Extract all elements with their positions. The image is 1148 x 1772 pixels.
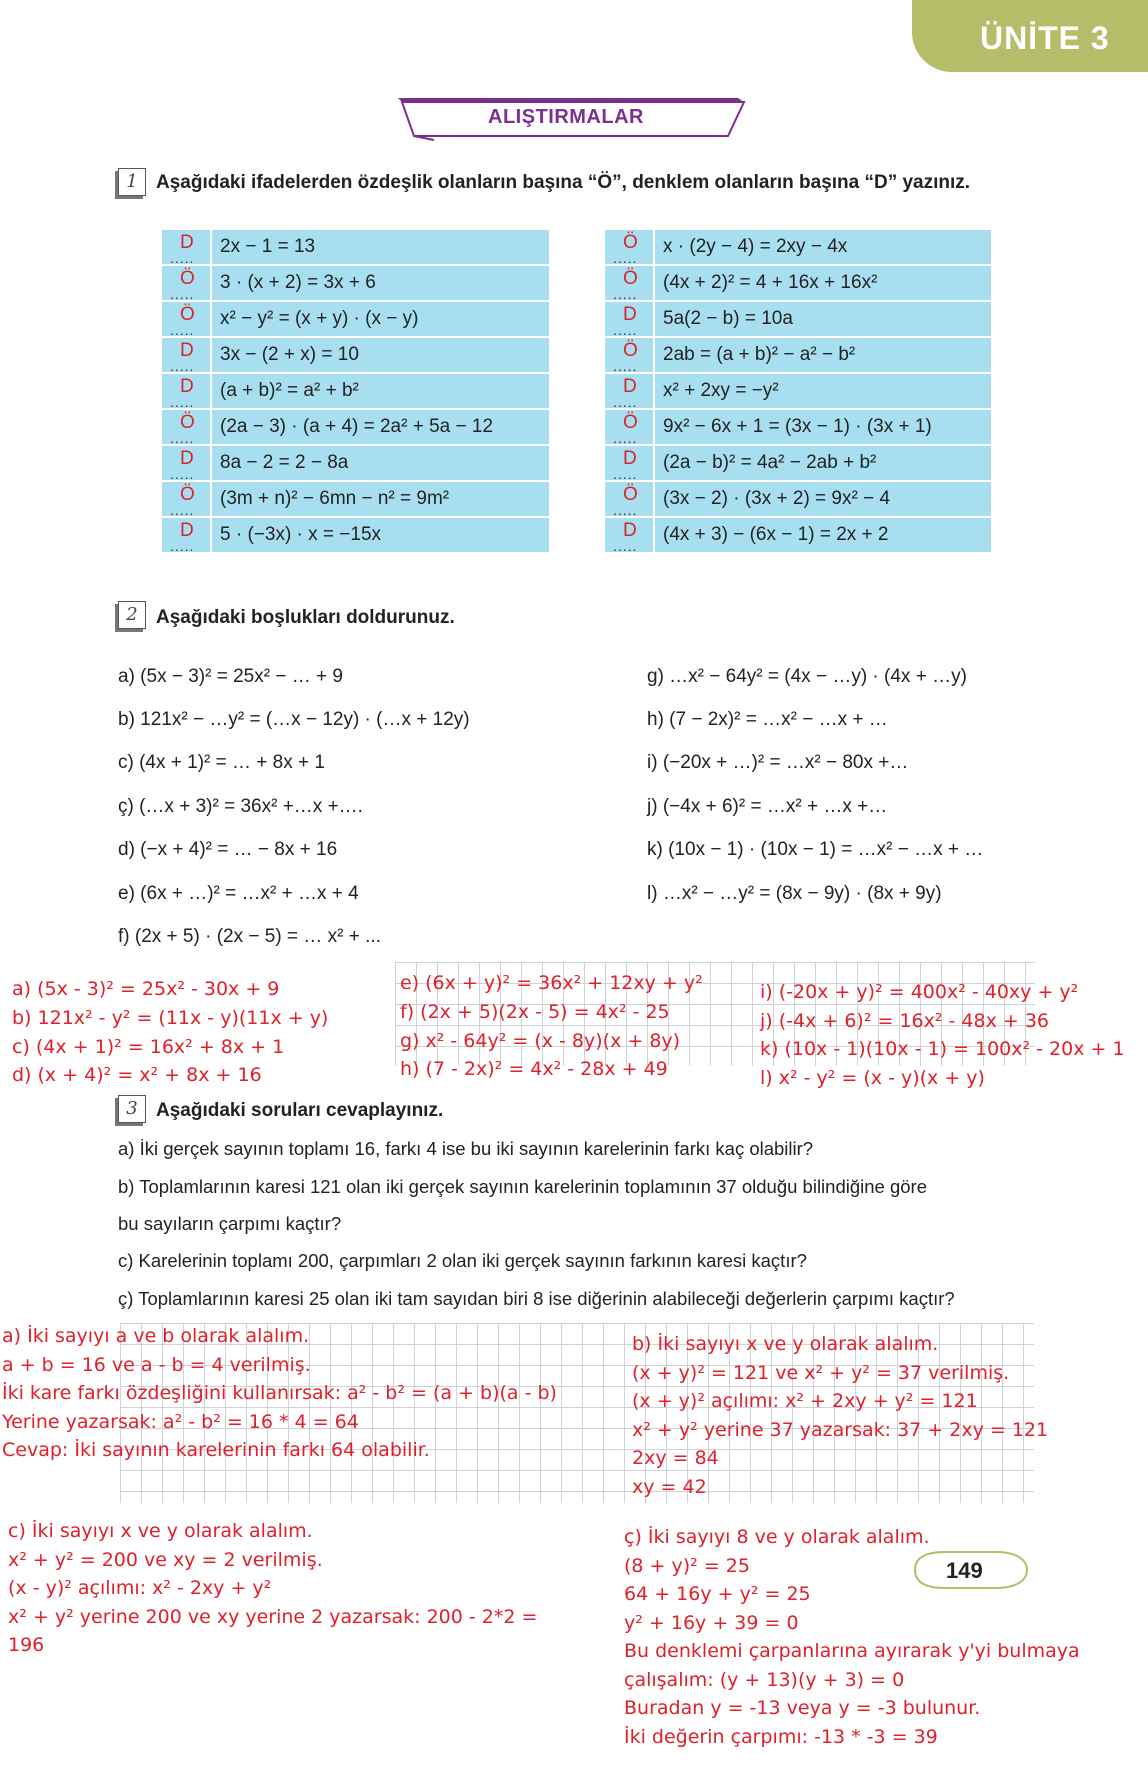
q3-answer-a-line: a + b = 16 ve a - b = 4 verilmiş. (2, 1353, 311, 1376)
q2-answer-l: l) x² - y² = (x - y)(x + y) (760, 1067, 985, 1089)
q1-row (161, 301, 550, 337)
answer-mark: Ö (180, 484, 195, 505)
q3-answer-cc-line: (8 + y)² = 25 (624, 1554, 750, 1577)
answer-cell[interactable] (604, 517, 654, 553)
answer-cell[interactable] (161, 481, 211, 517)
q1-row (161, 373, 550, 409)
q2-item-a: a) (5x − 3)² = 25x² − … + 9 (118, 666, 343, 687)
answer-mark: D (623, 376, 637, 397)
answer-dots: ..... (170, 538, 195, 554)
expression-cell: (a + b)² = a² + b² (211, 373, 550, 409)
answer-cell[interactable] (604, 481, 654, 517)
q1-row (604, 517, 992, 553)
answer-dots: ..... (170, 286, 195, 302)
answer-mark: D (180, 340, 194, 361)
q2-item-c: c) (4x + 1)² = … + 8x + 1 (118, 752, 325, 773)
q3-answer-cc-line: y² + 16y + 39 = 0 (624, 1611, 799, 1634)
answer-mark: Ö (623, 268, 638, 289)
q3-answer-cc-block (624, 1523, 1080, 1751)
answer-cell[interactable] (161, 445, 211, 481)
expression-cell: x · (2y − 4) = 2xy − 4x (654, 229, 992, 265)
answer-dots: ..... (170, 430, 195, 446)
q3-answer-a-line: Yerine yazarsak: a² - b² = 16 * 4 = 64 (2, 1410, 359, 1433)
q1-row (161, 409, 550, 445)
answer-cell[interactable] (161, 373, 211, 409)
q2-item-d: d) (−x + 4)² = … − 8x + 16 (118, 839, 338, 860)
q2-item-f: f) (2x + 5) · (2x − 5) = … x² + ... (118, 926, 381, 947)
answer-mark: Ö (623, 412, 638, 433)
q1-row (604, 481, 992, 517)
q3-answer-cc-line: İki değerin çarpımı: -13 * -3 = 39 (624, 1725, 938, 1748)
q1-row (161, 229, 550, 265)
q1-row (161, 517, 550, 553)
q3-question-b: b) Toplamlarının karesi 121 olan iki gerçek sayının karelerinin toplamının 37 olduğu bilindiğine göre (118, 1176, 927, 1197)
answer-cell[interactable] (604, 229, 654, 265)
q1-row (604, 409, 992, 445)
q1-row (604, 445, 992, 481)
q2-item-e: e) (6x + …)² = …x² + …x + 4 (118, 883, 359, 904)
q3-answer-c-line: c) İki sayıyı x ve y olarak alalım. (8, 1520, 313, 1542)
answer-dots: ..... (170, 466, 195, 482)
q2-answer-c: c) (4x + 1)² = 16x² + 8x + 1 (12, 1036, 285, 1058)
answer-dots: ..... (613, 430, 638, 446)
answer-mark: Ö (623, 484, 638, 505)
q3-answer-b-line: 2xy = 84 (632, 1447, 719, 1469)
q3-answer-cc-line: 64 + 16y + y² = 25 (624, 1583, 811, 1605)
answer-mark: Ö (180, 304, 195, 325)
question-number-3: 3 (118, 1095, 146, 1123)
answer-mark: D (180, 520, 194, 541)
expression-cell: (2a − b)² = 4a² − 2ab + b² (654, 445, 992, 481)
answer-dots: ..... (613, 322, 638, 338)
answer-dots: ..... (170, 358, 195, 374)
answer-dots: ..... (170, 394, 195, 410)
q1-row (161, 337, 550, 373)
expression-cell: (4x + 2)² = 4 + 16x + 16x² (654, 265, 992, 301)
answer-dots: ..... (613, 466, 638, 482)
page-number: 149 (946, 1558, 983, 1583)
answer-dots: ..... (170, 502, 195, 518)
q2-answer-f: f) (2x + 5)(2x - 5) = 4x² - 25 (400, 1001, 670, 1023)
q3-answer-cc-line: Buradan y = -13 veya y = -3 bulunur. (624, 1697, 981, 1719)
q2-item-b: b) 121x² − …y² = (…x − 12y) · (…x + 12y) (118, 709, 470, 730)
q3-answer-c-line: x² + y² = 200 ve xy = 2 verilmiş. (8, 1548, 323, 1571)
q3-answer-b-block (632, 1330, 1048, 1501)
answer-dots: ..... (613, 502, 638, 518)
q3-answer-cc-line: ç) İki sayıyı 8 ve y olarak alalım. (624, 1526, 930, 1548)
answer-dots: ..... (613, 538, 638, 554)
expression-cell: 2ab = (a + b)² − a² − b² (654, 337, 992, 373)
q1-instruction: Aşağıdaki ifadelerden özdeşlik olanların başına “Ö”, denklem olanların başına “D” yazınız. (156, 172, 971, 193)
q2-item-l: l) …x² − …y² = (8x − 9y) · (8x + 9y) (647, 883, 942, 904)
answer-dots: ..... (170, 250, 195, 266)
answer-dots: ..... (613, 358, 638, 374)
q3-instruction: Aşağıdaki soruları cevaplayınız. (156, 1100, 444, 1121)
q2-answer-e: e) (6x + y)² = 36x² + 12xy + y² (400, 972, 703, 994)
expression-cell: 3x − (2 + x) = 10 (211, 337, 550, 373)
answer-cell[interactable] (604, 337, 654, 373)
answer-mark: D (180, 448, 194, 469)
q3-answer-b-line: xy = 42 (632, 1475, 707, 1498)
q3-answer-b-line: b) İki sayıyı x ve y olarak alalım. (632, 1333, 939, 1355)
q2-item-j: j) (−4x + 6)² = …x² + …x +… (647, 796, 888, 817)
q2-item-i: i) (−20x + …)² = …x² − 80x +… (647, 752, 909, 773)
answer-cell[interactable] (161, 229, 211, 265)
banner-title: ALIŞTIRMALAR (488, 106, 644, 128)
answer-cell[interactable] (604, 445, 654, 481)
answer-dots: ..... (170, 322, 195, 338)
answer-mark: D (180, 232, 194, 253)
answer-cell[interactable] (604, 265, 654, 301)
answer-cell[interactable] (604, 373, 654, 409)
q1-row (161, 445, 550, 481)
q2-answer-j: j) (-4x + 6)² = 16x² - 48x + 36 (760, 1010, 1050, 1032)
answer-mark: D (623, 448, 637, 469)
q1-row (604, 337, 992, 373)
expression-cell: x² + 2xy = −y² (654, 373, 992, 409)
expression-cell: 2x − 1 = 13 (211, 229, 550, 265)
q2-answer-k: k) (10x - 1)(10x - 1) = 100x² - 20x + 1 (760, 1038, 1125, 1060)
expression-cell: (4x + 3) − (6x − 1) = 2x + 2 (654, 517, 992, 553)
q3-question-b-cont: bu sayıların çarpımı kaçtır? (118, 1213, 342, 1234)
q3-question-c: c) Karelerinin toplamı 200, çarpımları 2 olan iki gerçek sayının farkının karesi kaçtır? (118, 1250, 807, 1271)
answer-mark: D (623, 520, 637, 541)
q1-left-table (160, 228, 551, 554)
answer-cell[interactable] (604, 409, 654, 445)
answer-cell[interactable] (161, 337, 211, 373)
answer-mark: D (623, 304, 637, 325)
answer-cell[interactable] (161, 265, 211, 301)
answer-mark: Ö (623, 340, 638, 361)
q1-row (604, 265, 992, 301)
q2-answer-h: h) (7 - 2x)² = 4x² - 28x + 49 (400, 1058, 668, 1080)
question-number-2: 2 (118, 601, 146, 629)
q2-item-g: g) …x² − 64y² = (4x − …y) · (4x + …y) (647, 666, 967, 687)
q1-row (161, 265, 550, 301)
q2-answer-b: b) 121x² - y² = (11x - y)(11x + y) (12, 1007, 329, 1029)
answer-mark: Ö (180, 268, 195, 289)
answer-cell[interactable] (161, 301, 211, 337)
answer-dots: ..... (613, 394, 638, 410)
answer-dots: ..... (613, 250, 638, 266)
q1-right-table (603, 228, 993, 554)
q2-instruction: Aşağıdaki boşlukları doldurunuz. (156, 607, 455, 628)
expression-cell: 9x² − 6x + 1 = (3x − 1) · (3x + 1) (654, 409, 992, 445)
q2-item-k: k) (10x − 1) · (10x − 1) = …x² − …x + … (647, 839, 984, 860)
answer-cell[interactable] (161, 517, 211, 553)
q3-question-cc: ç) Toplamlarının karesi 25 olan iki tam sayıdan biri 8 ise diğerinin alabileceği değerlerin çarpımı kaçtır? (118, 1288, 955, 1309)
q3-answer-cc-line: Bu denklemi çarpanlarına ayırarak y'yi bulmaya (624, 1640, 1080, 1662)
q3-answer-c-block (8, 1517, 537, 1660)
q3-answer-a-line: Cevap: İki sayının karelerinin farkı 64 olabilir. (2, 1439, 430, 1461)
unit-title: ÜNİTE 3 (980, 20, 1110, 56)
q2-answer-a: a) (5x - 3)² = 25x² - 30x + 9 (12, 978, 280, 1000)
q1-row (604, 301, 992, 337)
q1-row (604, 373, 992, 409)
q2-answer-d: d) (x + 4)² = x² + 8x + 16 (12, 1064, 262, 1086)
q3-answer-a-block (2, 1322, 557, 1465)
expression-cell: 5a(2 − b) = 10a (654, 301, 992, 337)
answer-mark: Ö (180, 412, 195, 433)
q3-answer-b-line: (x + y)² açılımı: x² + 2xy + y² = 121 (632, 1390, 978, 1412)
answer-mark: Ö (623, 232, 638, 253)
q2-answer-i: i) (-20x + y)² = 400x² - 40xy + y² (760, 981, 1079, 1003)
q3-answer-c-line: (x - y)² açılımı: x² - 2xy + y² (8, 1577, 272, 1599)
q3-question-a: a) İki gerçek sayının toplamı 16, farkı 4 ise bu iki sayının karelerinin farkı kaç olabilir? (118, 1138, 814, 1159)
expression-cell: (3x − 2) · (3x + 2) = 9x² − 4 (654, 481, 992, 517)
expression-cell: 3 · (x + 2) = 3x + 6 (211, 265, 550, 301)
q2-answer-g: g) x² - 64y² = (x - 8y)(x + 8y) (400, 1030, 681, 1052)
q3-answer-cc-line: çalışalım: (y + 13)(y + 3) = 0 (624, 1668, 905, 1691)
answer-cell[interactable] (604, 301, 654, 337)
expression-cell: 5 · (−3x) · x = −15x (211, 517, 550, 553)
answer-mark: D (180, 376, 194, 397)
answer-dots: ..... (613, 286, 638, 302)
q3-answer-b-line: (x + y)² = 121 ve x² + y² = 37 verilmiş. (632, 1361, 1010, 1384)
question-number-1: 1 (118, 168, 146, 196)
q1-row (161, 481, 550, 517)
q2-item-cc: ç) (…x + 3)² = 36x² +…x +…. (118, 796, 363, 817)
expression-cell: (3m + n)² − 6mn − n² = 9m² (211, 481, 550, 517)
q1-row (604, 229, 992, 265)
q2-item-h: h) (7 − 2x)² = …x² − …x + … (647, 709, 888, 730)
q3-answer-c-line: x² + y² yerine 200 ve xy yerine 2 yazarsak: 200 - 2*2 = (8, 1605, 538, 1628)
q3-answer-a-line: a) İki sayıyı a ve b olarak alalım. (2, 1325, 310, 1347)
q3-answer-c-line: 196 (8, 1634, 45, 1656)
expression-cell: x² − y² = (x + y) · (x − y) (211, 301, 550, 337)
expression-cell: (2a − 3) · (a + 4) = 2a² + 5a − 12 (211, 409, 550, 445)
expression-cell: 8a − 2 = 2 − 8a (211, 445, 550, 481)
answer-cell[interactable] (161, 409, 211, 445)
q3-answer-b-line: x² + y² yerine 37 yazarsak: 37 + 2xy = 121 (632, 1418, 1049, 1441)
q3-answer-a-line: İki kare farkı özdeşliğini kullanırsak: a² - b² = (a + b)(a - b) (2, 1382, 557, 1404)
